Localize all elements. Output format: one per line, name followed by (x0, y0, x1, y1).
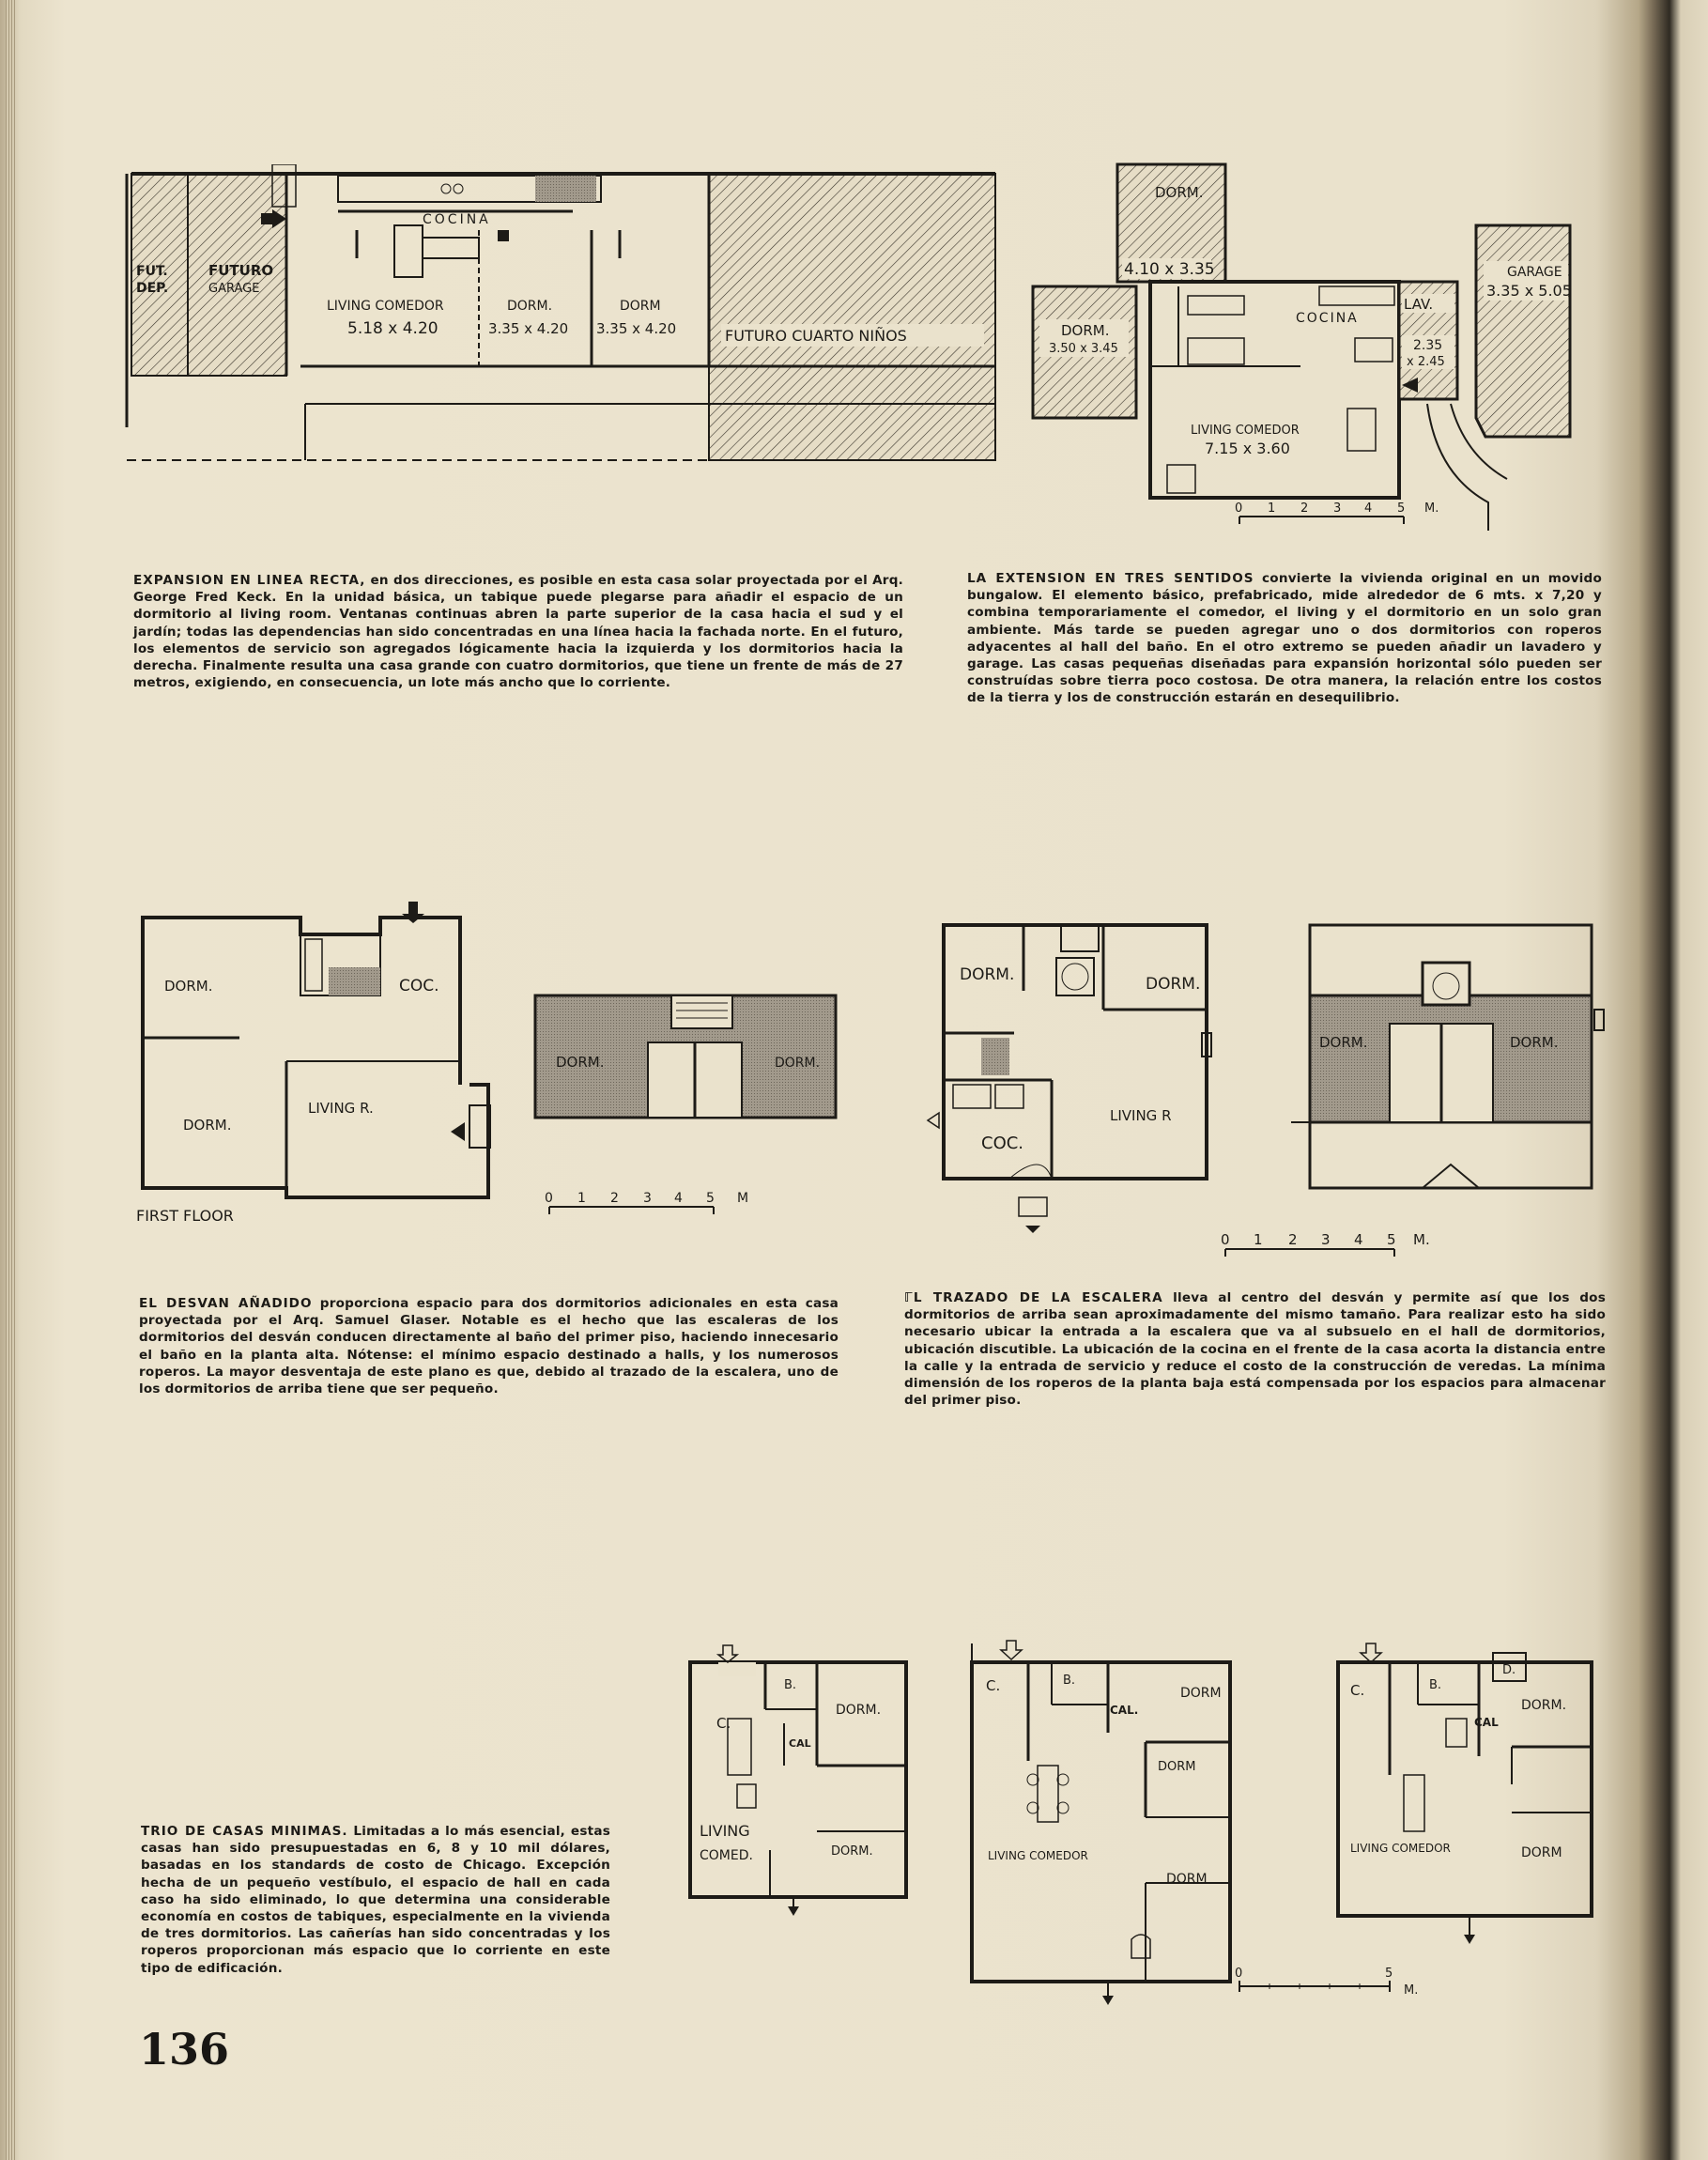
glaser-dorm-b-label: DORM. (183, 1117, 232, 1134)
trio-scale-end: 5 (1385, 1967, 1393, 1981)
bungalow-cocina-label: COCINA (1296, 311, 1359, 326)
glaser-attic-dorm-b-label: DORM. (775, 1056, 821, 1071)
escalera-scale-unit: M. (1413, 1231, 1430, 1248)
escalera-caption-body: lleva al centro del desván y permite así que los dos dormitorios de arriba sean aproximadamente del mismo tamaño. Para realizar esto ha sido necesario ubicar la entrada a la escalera que va al subsuelo en el hall de dormitorios, ubicación discutible. La ubicación de la cocina en el frente de la casa acorta la distancia entre la calle y la entrada de servicio y reduce el costo de la construcción de veredas. La mínima dimensión de los roperos de la planta baja está compensada por los espacios para almacenar del primer piso. (904, 1290, 1606, 1409)
trio-caption-body: Limitadas a lo más esencial, estas casas han sido presupuestadas en 6, 8 y 10 mil dólares, basadas en los standards de costo de Chicago. Excepción hecha de un pequeño vestíbulo, el espacio de hall en cada caso ha sido eliminado, lo que determina una considerable economía en costos de tabiques, especialmente en la vivienda de tres dormitorios. Las cañerías han sido concentradas y los roperos proporcionan más espacio que lo corriente en este tipo de edificación. (141, 1824, 610, 1976)
trio-scale-start: 0 (1235, 1967, 1243, 1981)
escalera-scale-2: 2 (1288, 1231, 1298, 1248)
trio3-b-label: B. (1429, 1678, 1442, 1692)
trio1-dorm-a-label: DORM. (836, 1703, 882, 1718)
desvan-caption-lead: EL DESVAN AÑADIDO (139, 1296, 313, 1311)
glaser-scale-5: 5 (706, 1191, 715, 1206)
trio2-dorm-b-label: DORM (1158, 1760, 1196, 1774)
escalera-coc-label: COC. (981, 1134, 1024, 1153)
trio-scale-unit: M. (1404, 1983, 1419, 1998)
bungalow-lav-dim-2: x 2.45 (1407, 355, 1445, 369)
escalera-floor-plan (901, 916, 1258, 1254)
trio3-d-label: D. (1502, 1663, 1516, 1677)
keck-dorm2-label: DORM (620, 299, 661, 314)
bungalow-caption-body: convierte la vivienda original en un movido bungalow. El elemento básico, prefabricado, mide alrededor de 6 mts. x 7,20 y combina temporariamente el comedor, el living y el dormitorio en un solo gran ambiente. Más tarde se pueden agregar uno o dos dormitorios con roperos adyacentes al hall del baño. En el otro extremo se pueden añadir un lavadero y garage. Las casas pequeñas diseñadas para expansión horizontal sólo pueden ser construídas sobre tierra poco costosa. De otra manera, la relación entre los costos de la tierra y los de construcción estarán en desequilibrio. (967, 571, 1602, 706)
page-number: 136 (139, 2024, 230, 2075)
keck-floor-plan (122, 164, 1005, 474)
desvan-caption-body: proporciona espacio para dos dormitorios adicionales en esta casa proyectada por el Arq. Samuel Glaser. Notable es el hecho que las escaleras de los dormitorios del desván conducen directamente al baño del primer piso, haciendo innecesario el baño en la planta alta. Nótense: el mínimo espacio destinado a halls, y los numerosos roperos. La mayor desventaja de este plano es que, debido al trazado de la escalera, uno de los dormitorios de arriba tiene que ser pequeño. (139, 1296, 839, 1397)
trio-caption-lead: TRIO DE CASAS MINIMAS. (141, 1824, 348, 1839)
bungalow-lav-label: LAV. (1404, 296, 1434, 313)
escalera-scale-4: 4 (1354, 1231, 1363, 1248)
trio2-cal-label: CAL. (1110, 1704, 1139, 1717)
bungalow-dorm-left-label: DORM. (1061, 322, 1110, 339)
trio-scale-bar (1230, 1958, 1446, 2000)
glaser-scale-bar (545, 1191, 748, 1214)
bungalow-floor-plan (1019, 155, 1610, 554)
glaser-attic-dorm-a-label: DORM. (556, 1054, 605, 1071)
bungalow-scale-unit: M. (1424, 501, 1439, 516)
trio2-dorm-c-label: DORM (1166, 1872, 1208, 1887)
keck-dep-label: DEP. (136, 281, 169, 296)
trio1-b-label: B. (784, 1678, 797, 1692)
trio-plan-2 (958, 1629, 1239, 2014)
bungalow-dorm-top-label: DORM. (1155, 184, 1204, 201)
bungalow-living-dim: 7.15 x 3.60 (1205, 440, 1290, 457)
trio2-living-label: LIVING COMEDOR (988, 1849, 1088, 1862)
trio3-cal-label: CAL (1474, 1716, 1499, 1729)
bungalow-scale-bar (1235, 501, 1439, 524)
escalera-attic-dorm-b-label: DORM. (1510, 1034, 1559, 1051)
glaser-dorm-a-label: DORM. (164, 978, 213, 995)
trio1-living-2-label: COMED. (700, 1848, 753, 1863)
trio3-dorm-b-label: DORM (1521, 1845, 1562, 1860)
escalera-attic-dorm-a-label: DORM. (1319, 1034, 1368, 1051)
glaser-scale-0: 0 (545, 1191, 553, 1206)
keck-cocina-label: COCINA (423, 212, 491, 227)
bungalow-dorm-top-dim: 4.10 x 3.35 (1124, 260, 1215, 279)
keck-living-label: LIVING COMEDOR (327, 299, 444, 314)
trio2-c-label: C. (986, 1677, 1001, 1694)
escalera-attic-plan (1258, 916, 1615, 1249)
page-edge (6, 0, 15, 2160)
trio1-cal-label: CAL (789, 1737, 811, 1750)
keck-caption-body: en dos direcciones, es posible en esta casa solar proyectada por el Arq. George Fred Keck. En la unidad básica, un tabique puede plegarse para añadir el espacio de un dormitorio al living room. Ventanas continuas abren la parte superior de la casa hacia el sud y el jardín; todas las dependencias han sido concentradas en una línea hacia la fachada norte. En el futuro, los elementos de servicio son agregados lógicamente hacia la izquierda y los dormitorios hacia la derecha. Finalmente resulta una casa grande con cuatro dormitorios, que tiene un frente de más de 27 metros, exigiendo, en consecuencia, un lote más ancho que lo corriente. (133, 573, 903, 691)
bungalow-caption (967, 570, 1602, 707)
bungalow-caption-lead: LA EXTENSION EN TRES SENTIDOS (967, 571, 1254, 586)
glaser-scale-1: 1 (577, 1191, 586, 1206)
bungalow-lav-dim-1: 2.35 (1413, 338, 1443, 353)
keck-futuro-ninos-label: FUTURO CUARTO NIÑOS (725, 327, 907, 345)
bungalow-scale-5: 5 (1397, 501, 1406, 516)
escalera-scale-5: 5 (1387, 1231, 1396, 1248)
trio1-dorm-b-label: DORM. (831, 1844, 873, 1859)
glaser-first-floor-label: FIRST FLOOR (136, 1207, 234, 1225)
trio-plan-1 (681, 1634, 920, 1925)
escalera-scale-0: 0 (1221, 1231, 1230, 1248)
bungalow-scale-4: 4 (1364, 501, 1373, 516)
trio1-c-label: C. (716, 1715, 731, 1732)
desvan-caption (139, 1295, 839, 1397)
glaser-living-label: LIVING R. (308, 1100, 374, 1117)
trio3-living-label: LIVING COMEDOR (1350, 1842, 1451, 1855)
bungalow-garage-dim: 3.35 x 5.05 (1486, 282, 1572, 300)
bungalow-scale-0: 0 (1235, 501, 1243, 516)
bungalow-living-label: LIVING COMEDOR (1191, 424, 1300, 438)
bungalow-garage-label: GARAGE (1507, 265, 1562, 280)
glaser-scale-unit: M (737, 1191, 749, 1206)
keck-dorm2-dim: 3.35 x 4.20 (596, 320, 677, 337)
glaser-scale-4: 4 (674, 1191, 683, 1206)
glaser-floor-plan (131, 897, 507, 1230)
trio1-living-1-label: LIVING (700, 1822, 750, 1840)
keck-fut-label: FUT. (136, 264, 168, 279)
keck-dorm1-label: DORM. (507, 299, 553, 314)
escalera-dorm-b-label: DORM. (1146, 975, 1201, 994)
keck-living-dim: 5.18 x 4.20 (347, 319, 439, 338)
keck-caption-lead: EXPANSION EN LINEA RECTA, (133, 573, 366, 588)
glaser-attic-plan (526, 986, 845, 1230)
keck-dorm1-dim: 3.35 x 4.20 (488, 320, 569, 337)
keck-garage-label: GARAGE (208, 282, 260, 296)
trio-caption (141, 1823, 610, 1977)
escalera-living-label: LIVING R (1110, 1107, 1172, 1124)
bungalow-dorm-left-dim: 3.50 x 3.45 (1049, 342, 1118, 356)
trio2-dorm-a-label: DORM (1180, 1686, 1222, 1701)
bungalow-scale-1: 1 (1268, 501, 1276, 516)
escalera-scale-bar (1216, 1226, 1460, 1263)
escalera-dorm-a-label: DORM. (960, 965, 1015, 984)
glaser-scale-2: 2 (610, 1191, 619, 1206)
trio3-c-label: C. (1350, 1682, 1365, 1699)
escalera-scale-3: 3 (1321, 1231, 1331, 1248)
trio-plan-3 (1324, 1634, 1606, 1958)
escalera-caption (904, 1289, 1606, 1409)
bungalow-scale-2: 2 (1300, 501, 1309, 516)
glaser-scale-3: 3 (643, 1191, 652, 1206)
escalera-caption-lead: ℾL TRAZADO DE LA ESCALERA (904, 1290, 1163, 1305)
trio3-dorm-a-label: DORM. (1521, 1698, 1567, 1713)
bungalow-scale-3: 3 (1333, 501, 1342, 516)
escalera-scale-1: 1 (1254, 1231, 1263, 1248)
trio2-b-label: B. (1063, 1674, 1076, 1688)
keck-futuro-label: FUTURO (208, 262, 274, 279)
glaser-coc-label: COC. (399, 977, 439, 995)
keck-caption (133, 572, 903, 691)
